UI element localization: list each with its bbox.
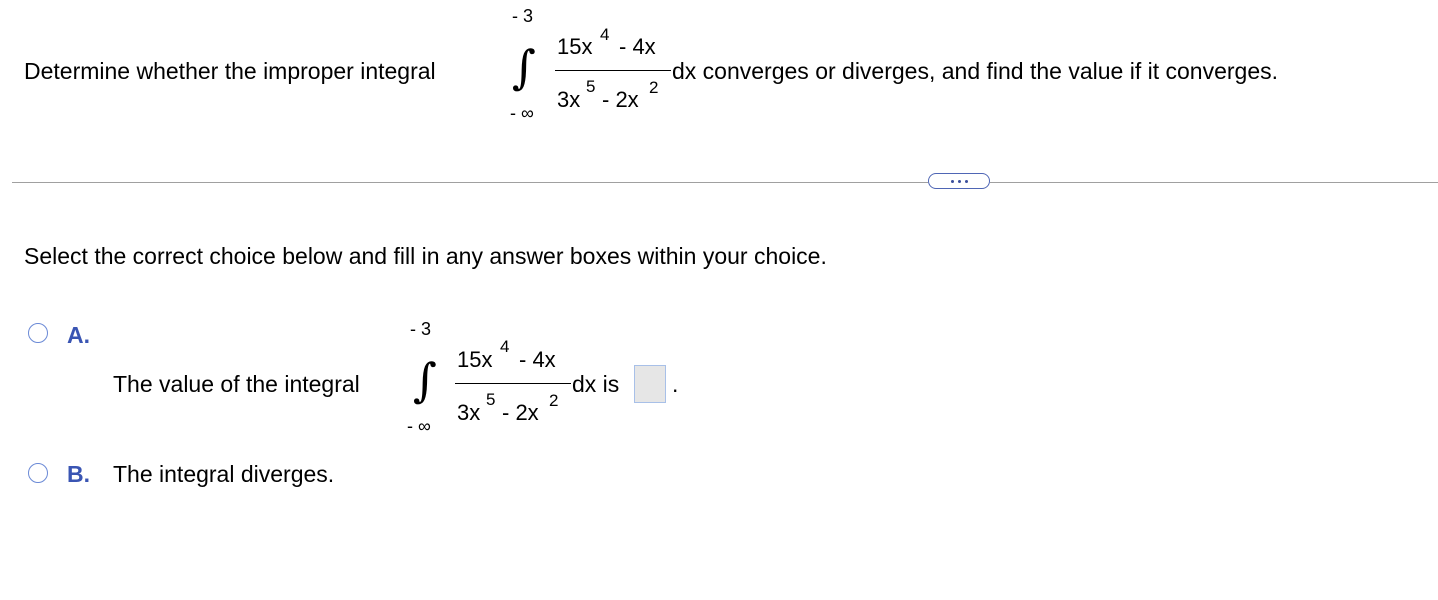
choice-a-lower-limit: - ∞ [407,416,431,436]
ellipsis-icon-dot [958,180,961,183]
choice-a-numerator-exponent: 4 [500,337,510,356]
show-more-button[interactable] [928,173,990,189]
denominator-base: 3x [557,87,581,112]
choice-b-letter: B. [67,461,90,487]
ellipsis-icon [951,180,954,183]
numerator-base: 15x [557,34,593,59]
fraction-bar [555,70,671,71]
choice-a-denominator-rest-exponent: 2 [549,391,559,410]
choice-a-integral-sign-icon: ∫ [413,353,437,407]
divider-left [12,182,928,183]
integral-sign-icon: ∫ [512,40,536,94]
divider-right [990,182,1438,183]
question-prefix: Determine whether the improper integral [24,58,436,84]
denominator-rest-exponent: 2 [649,78,659,97]
choice-a-radio[interactable] [28,323,48,343]
answer-input-box[interactable] [634,365,666,403]
choice-a-numerator-base: 15x [457,347,493,372]
denominator-rest: - 2x [602,87,639,112]
choice-a-fraction-bar [455,383,571,384]
question-suffix: dx converges or diverges, and find the value if it converges. [672,58,1279,84]
choice-a-denominator-base: 3x [457,400,481,425]
choice-b-text: The integral diverges. [113,461,335,487]
choice-a-denominator-exponent: 5 [486,390,496,409]
ellipsis-icon-dot [965,180,968,183]
numerator-exponent: 4 [600,25,610,44]
choice-a-denominator-rest: - 2x [502,400,539,425]
upper-limit: - 3 [512,6,534,26]
lower-limit: - ∞ [510,103,534,123]
instruction-text: Select the correct choice below and fill in any answer boxes within your choice. [24,243,827,269]
choice-a-numerator-rest: - 4x [519,347,556,372]
choice-a-upper-limit: - 3 [410,319,432,339]
choice-a-period: . [672,371,679,397]
choice-a-letter: A. [67,322,90,348]
denominator-exponent: 5 [586,77,596,96]
numerator-rest: - 4x [619,34,656,59]
choice-b-radio[interactable] [28,463,48,483]
choice-a-text-after: dx is [572,371,620,397]
choice-a-text-before: The value of the integral [113,371,360,397]
